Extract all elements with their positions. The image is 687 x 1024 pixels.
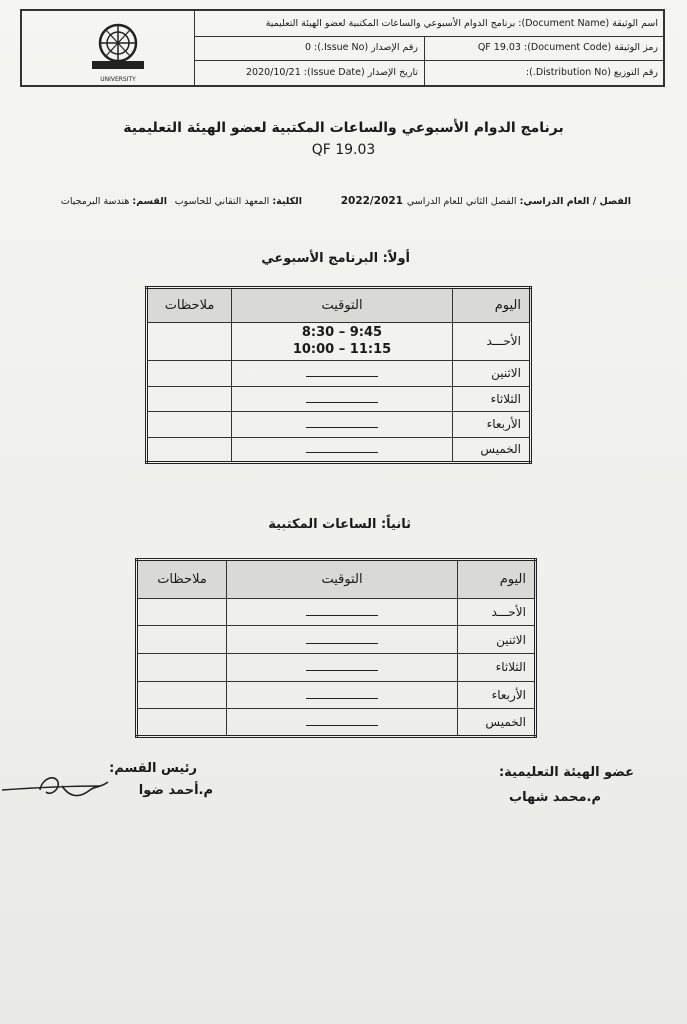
handwritten-signature [0, 768, 120, 808]
col-notes-header: ملاحظات [147, 288, 232, 323]
table-row [147, 437, 531, 463]
col-day-header: اليوم [458, 560, 536, 599]
table-row [147, 322, 531, 361]
distribution-number: رقم التوزيع (Distribution No.): [525, 66, 658, 78]
day-cell: الاثنين [458, 626, 536, 654]
member-name: م.محمد شهاب [509, 790, 601, 805]
department-label: القسم: [132, 196, 167, 207]
table-row [137, 709, 536, 737]
table-row [137, 598, 536, 626]
member-signature-label: عضو الهيئة التعليمية: [498, 765, 634, 780]
time-cell [227, 626, 458, 654]
weekly-schedule-table [145, 286, 532, 464]
header-row-code [194, 36, 663, 62]
notes-cell [137, 709, 227, 737]
day-cell: الأحـــد [453, 322, 531, 361]
time-cell [232, 322, 453, 361]
issue-date: تاريخ الإصدار (Issue Date): 2020/10/21 [246, 66, 418, 78]
university-logo [22, 11, 195, 85]
academic-year: 2022/2021 [340, 195, 403, 207]
office-hours-table [135, 558, 537, 738]
time-slot-2: 10:00 – 11:15 [292, 342, 392, 358]
weekly-heading: أولاً: البرنامج الأسبوعي [261, 251, 410, 266]
issue-number: رقم الإصدار (Issue No.): 0 [304, 42, 418, 54]
head-signature-label: رئيس القسم: [109, 761, 197, 776]
college-value: المعهد التقاني للحاسوب [174, 196, 270, 207]
notes-cell [137, 654, 227, 682]
semester-value: الفصل الثاني للعام الدراسي [406, 196, 517, 207]
doc-name: اسم الوثيقة (Document Name): برنامج الدوام الأسبوعي والساعات المكتبية لعضو الهيئة التعليمية [265, 17, 658, 29]
time-cell [227, 598, 458, 626]
college-info [175, 196, 302, 207]
day-cell: الأربعاء [453, 412, 531, 437]
semester-info [407, 196, 631, 207]
col-time-header: التوقيت [227, 560, 458, 599]
time-cell [227, 654, 458, 682]
table-row [147, 361, 531, 386]
document-code-title: QF 19.03 [311, 142, 376, 158]
department-info [61, 196, 167, 207]
table-header-row [137, 560, 536, 599]
col-notes-header: ملاحظات [137, 560, 227, 599]
notes-cell [147, 412, 232, 437]
col-day-header: اليوم [453, 288, 531, 323]
document-header [20, 9, 665, 87]
header-row-doc-name [194, 11, 663, 37]
day-cell: الخميس [458, 709, 536, 737]
department-value: هندسة البرمجيات [60, 196, 130, 207]
notes-cell [147, 322, 232, 361]
day-cell: الأحـــد [458, 598, 536, 626]
day-cell: الخميس [453, 437, 531, 463]
time-cell [227, 681, 458, 709]
table-header-row [147, 288, 531, 323]
office-hours-heading: ثانياً: الساعات المكتبية [268, 517, 411, 532]
table-row [147, 386, 531, 411]
notes-cell [137, 626, 227, 654]
notes-cell [147, 386, 232, 411]
table-row [137, 654, 536, 682]
time-cell [232, 412, 453, 437]
day-cell: الثلاثاء [453, 386, 531, 411]
table-row [137, 681, 536, 709]
table-row [137, 626, 536, 654]
time-slot-1: 8:30 – 9:45 [301, 325, 383, 341]
notes-cell [137, 598, 227, 626]
document-title: برنامج الدوام الأسبوعي والساعات المكتبية لعضو الهيئة التعليمية [123, 120, 564, 136]
notes-cell [137, 681, 227, 709]
notes-cell [147, 361, 232, 386]
time-cell [232, 437, 453, 463]
day-cell: الاثنين [453, 361, 531, 386]
head-name: م.أحمد ضوا [138, 783, 213, 798]
col-time-header: التوقيت [232, 288, 453, 323]
day-cell: الأربعاء [458, 681, 536, 709]
time-cell [232, 361, 453, 386]
doc-code: رمز الوثيقة (Document Code): QF 19.03 [477, 42, 658, 54]
header-row-distribution [194, 60, 663, 85]
time-cell [232, 386, 453, 411]
semester-label: الفصل / العام الدراسي: [519, 196, 631, 207]
college-label: الكلية: [272, 196, 302, 207]
table-row [147, 412, 531, 437]
time-cell [227, 709, 458, 737]
svg-text:UNIVERSITY: UNIVERSITY [100, 76, 136, 83]
notes-cell [147, 437, 232, 463]
day-cell: الثلاثاء [458, 654, 536, 682]
